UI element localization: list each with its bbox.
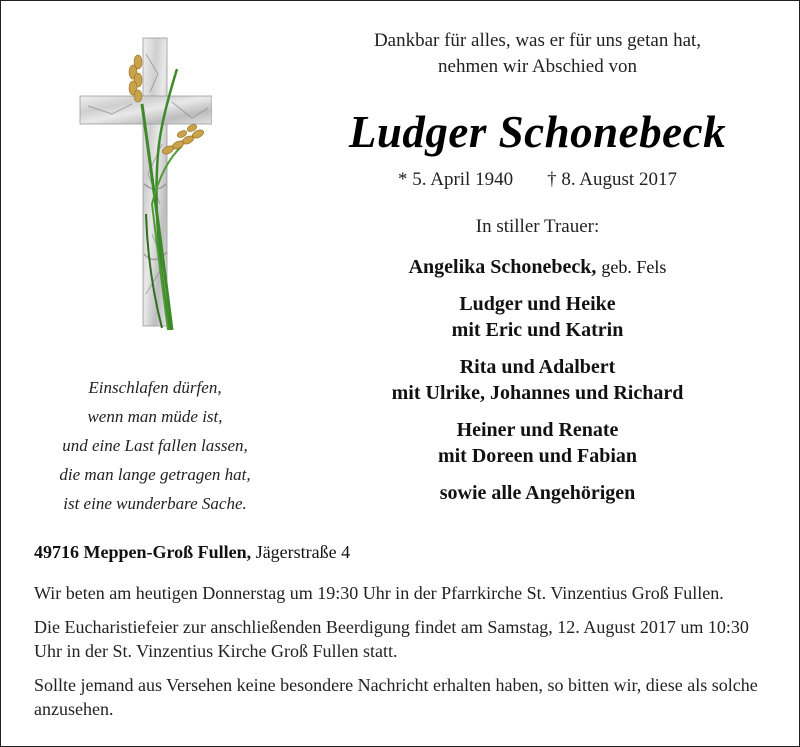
mourner-entry: [300, 354, 775, 406]
mourner-entry: [300, 291, 775, 343]
deceased-name: Ludger Schonebeck: [348, 107, 727, 157]
poem-line: ist eine wunderbare Sache.: [63, 494, 247, 513]
poem-line: und eine Last fallen lassen,: [62, 436, 248, 455]
mourner-maiden-name: geb. Fels: [601, 257, 667, 277]
poem: [20, 373, 290, 518]
poem-line: die man lange getragen hat,: [59, 465, 251, 484]
mourner-entry: [300, 417, 775, 469]
life-dates: [300, 168, 775, 192]
birth-date: * 5. April 1940: [398, 169, 514, 190]
mourners-list: [300, 254, 775, 517]
address: [34, 540, 350, 564]
mourner-name: Heiner und Renate: [456, 419, 619, 441]
intro-line-2: nehmen wir Abschied von: [438, 56, 637, 77]
mourner-name: Rita und Adalbert: [459, 356, 616, 378]
poem-line: wenn man müde ist,: [87, 407, 223, 426]
poem-line: Einschlafen dürfen,: [88, 378, 222, 397]
address-street: Jägerstraße 4: [255, 542, 351, 562]
mourner-children: mit Doreen und Fabian: [437, 445, 638, 467]
death-date: † 8. August 2017: [547, 169, 677, 190]
mourner-children: mit Ulrike, Johannes und Richard: [391, 382, 684, 404]
mourner-name: Ludger und Heike: [459, 293, 616, 315]
mourner-entry: [300, 254, 775, 280]
mourner-relatives: sowie alle Angehörigen: [439, 482, 636, 504]
note-notification: Sollte jemand aus Versehen keine besondere Nachricht erhalten haben, so bitten wir, diese als solche anzusehen.: [34, 675, 758, 719]
intro-line-1: Dankbar für alles, was er für uns getan hat,: [373, 30, 702, 51]
mourner-entry: [300, 480, 775, 506]
mourner-children: mit Eric und Katrin: [451, 319, 624, 341]
mourning-label: In stiller Trauer:: [475, 216, 600, 237]
address-place: 49716 Meppen-Groß Fullen,: [34, 542, 252, 562]
note-prayer: Wir beten am heutigen Donnerstag um 19:30 Uhr in der Pfarrkirche St. Vinzentius Groß Fullen.: [34, 583, 724, 603]
note-funeral-mass: Die Eucharistiefeier zur anschließenden Beerdigung findet am Samstag, 12. August 2017 um 10:30 Uhr in der St. Vinzentius Kirche Groß Fullen statt.: [34, 617, 749, 661]
intro-text: [300, 28, 775, 80]
marble-cross-with-wheat-icon: [72, 34, 212, 334]
mourner-name: Angelika Schonebeck,: [408, 256, 597, 278]
service-notes: [34, 581, 774, 731]
